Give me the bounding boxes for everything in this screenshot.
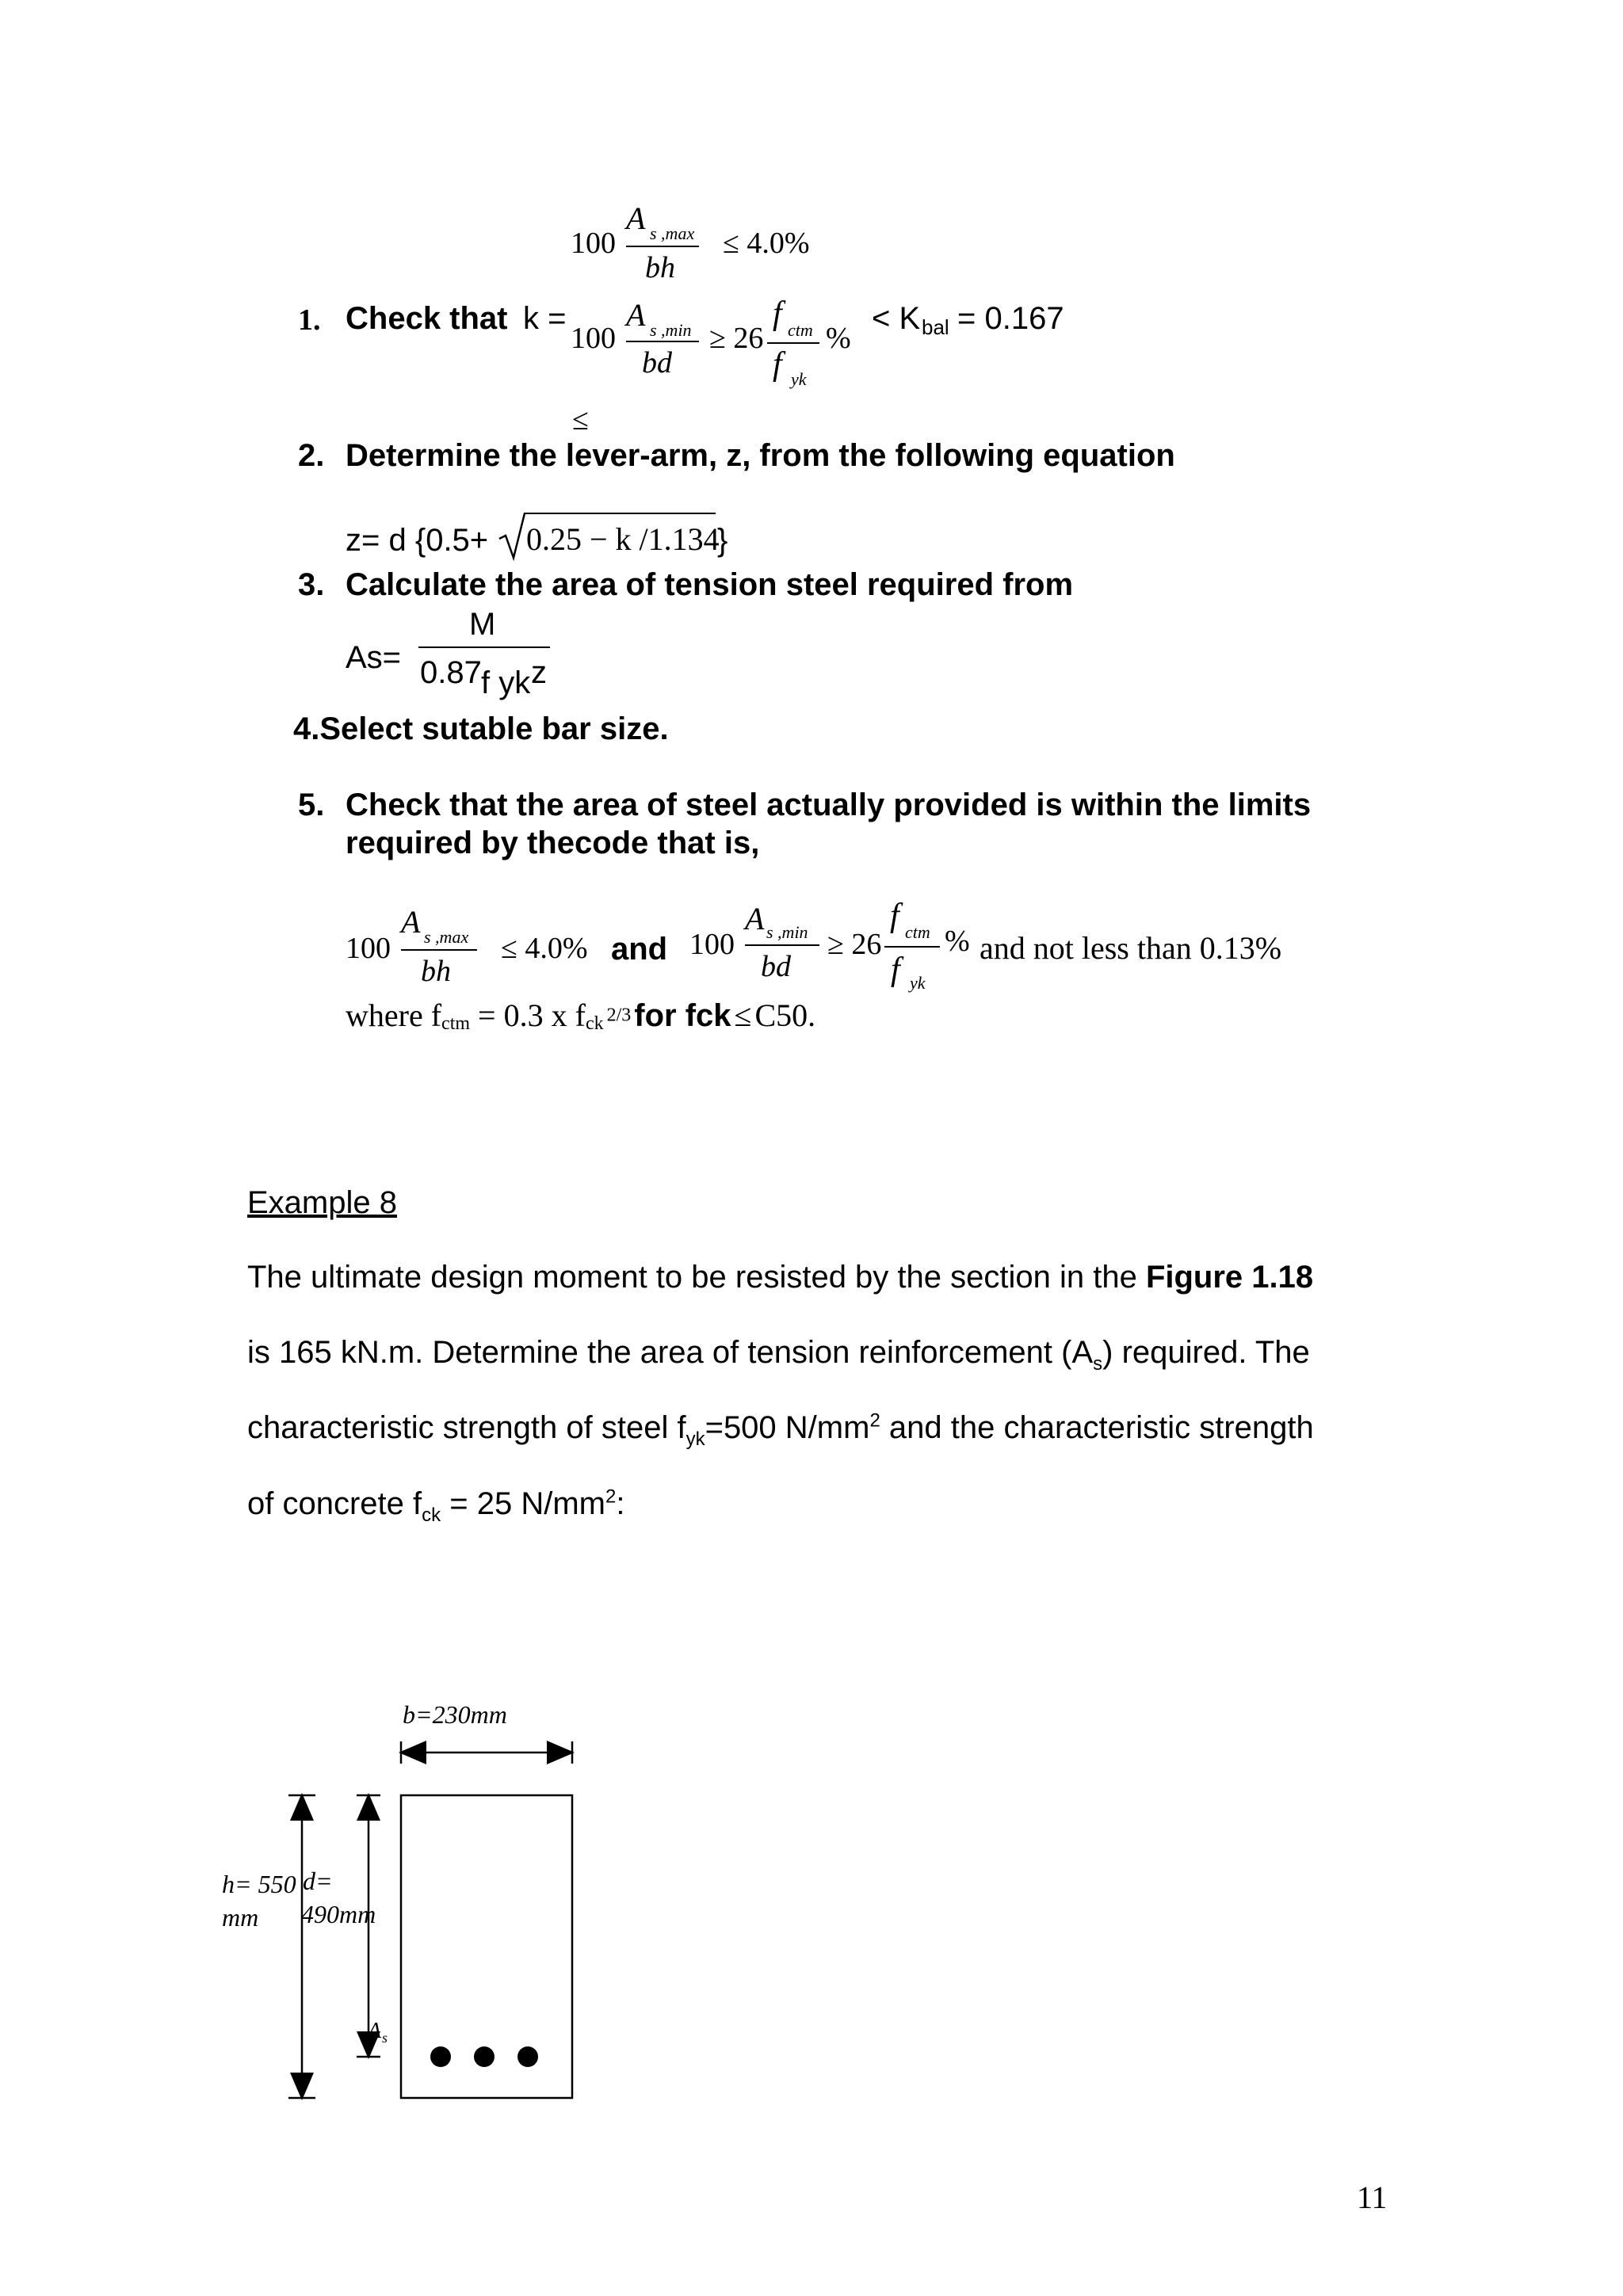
where-sub-ctm: ctm	[441, 1013, 471, 1035]
figure-b-label: b=230mm	[403, 1700, 507, 1729]
step-1-rel: ≥ 26	[709, 322, 764, 355]
step-2-number: 2.	[298, 438, 325, 473]
limits-den-2: bd	[761, 950, 791, 983]
step-1-coef: 100	[571, 322, 616, 355]
where-pre: where f	[346, 997, 442, 1033]
step-4-text: 4.Select sutable bar size.	[293, 711, 669, 746]
rebar-icon	[430, 2046, 451, 2067]
step-5-number: 5.	[298, 788, 325, 822]
step-2-eq-post: }	[717, 523, 728, 558]
example-p3-sub: yk	[685, 1428, 705, 1450]
where-le: ≤	[734, 997, 752, 1033]
example-p4-sup: 2	[605, 1486, 617, 1508]
where-bold: for fck	[634, 998, 731, 1033]
figure-h-label-1: h= 550	[222, 1870, 296, 1898]
limits-num-1-sub: s ,max	[424, 927, 469, 947]
where-sup: 2/3	[606, 1005, 632, 1026]
limits-f-den: f	[891, 952, 900, 988]
formula-top-num-sub: s ,max	[650, 223, 695, 243]
step-1-k-eq: k =	[523, 301, 567, 336]
step-1-pct: %	[826, 322, 851, 355]
step-1-num-sub: s ,min	[650, 320, 692, 340]
where-end: C50.	[754, 997, 816, 1033]
step-3-text: Calculate the area of tension steel required from	[346, 567, 1074, 602]
figure-h-label-2: mm	[222, 1903, 259, 1932]
example-p3-sup: 2	[869, 1409, 880, 1432]
step-2-text: Determine the lever-arm, z, from the following equation	[346, 438, 1175, 473]
step-1-den: bd	[642, 346, 672, 379]
example-title: Example 8	[247, 1185, 397, 1220]
example-p4-mid: = 25 N/mm	[441, 1486, 605, 1521]
step-1-f-num-sub: ctm	[788, 320, 813, 340]
limits-f-num: f	[890, 898, 899, 934]
step-2-eq-root: 0.25 − k /1.134	[526, 521, 720, 557]
step-1-f-den-sub: yk	[791, 369, 807, 389]
example-p4-sub: ck	[422, 1505, 441, 1526]
figure-d-label-1: d=	[303, 1867, 333, 1895]
formula-top-rel: ≤ 4.0%	[723, 227, 810, 260]
figure-reference: Figure 1.18	[1145, 1260, 1314, 1295]
limits-den-1: bh	[421, 955, 451, 988]
example-p3-text: characteristic strength of steel f	[247, 1410, 686, 1445]
formula-top-coef: 100	[571, 227, 616, 260]
limits-and: and	[611, 932, 668, 967]
step-5-line-1: Check that the area of steel actually provided is within the limits	[346, 788, 1312, 822]
figure-as-label: A	[368, 2019, 382, 2043]
step-2-eq-pre: z= d {0.5+	[346, 523, 489, 558]
example-p3-tail: and the characteristic strength	[880, 1410, 1314, 1445]
where-mid: = 0.3 x f	[470, 997, 586, 1033]
limits-coef-1: 100	[346, 932, 391, 965]
step-1-f-den: f	[773, 346, 782, 383]
example-p1-text: The ultimate design moment to be resisted by the section in the	[247, 1260, 1146, 1295]
step-3-as-num: M	[469, 607, 496, 642]
step-1-text: Check that	[346, 301, 508, 336]
step-1-number: 1.	[298, 303, 321, 337]
step-3-number: 3.	[298, 567, 325, 602]
limits-f-den-sub: yk	[910, 973, 926, 993]
formula-top-den: bh	[645, 251, 675, 284]
rebar-icon	[474, 2046, 495, 2067]
stray-symbol: ≤	[572, 403, 589, 437]
step-3-as-den-b: f yk	[481, 666, 531, 700]
limits-rel-2: ≥ 26	[827, 928, 882, 961]
limits-num-2-sub: s ,min	[766, 922, 808, 942]
example-p2-sub: s	[1093, 1353, 1103, 1375]
limits-pct: %	[945, 925, 970, 958]
figure-as-sub: s	[382, 2030, 388, 2046]
limits-rel-1: ≤ 4.0%	[501, 932, 588, 965]
limits-coef-2: 100	[689, 928, 735, 961]
example-p3-mid: =500 N/mm	[705, 1410, 870, 1445]
example-p4-text: of concrete f	[247, 1486, 422, 1521]
step-3-as-den-c: z	[531, 655, 547, 690]
step-5-line-2: required by thecode that is,	[346, 826, 760, 860]
limits-num-1: A	[401, 904, 421, 940]
step-1-kbal-sub: bal	[922, 315, 949, 339]
step-1-num: A	[626, 297, 646, 333]
limits-f-num-sub: ctm	[905, 922, 930, 942]
where-sub-ck: ck	[585, 1013, 604, 1035]
example-p4-tail: :	[616, 1486, 625, 1521]
formula-top-num: A	[626, 200, 646, 236]
example-p2-tail: ) required. The	[1102, 1335, 1310, 1370]
example-p2-text: is 165 kN.m. Determine the area of tension reinforcement (A	[247, 1335, 1094, 1370]
step-3-as-den-a: 0.87	[420, 655, 482, 690]
step-1-kbal-post: = 0.167	[957, 301, 1064, 336]
step-1-kbal-pre: < K	[872, 301, 921, 336]
limits-num-2: A	[745, 901, 765, 936]
step-3-as-label: As=	[346, 640, 402, 675]
limits-tail: and not less than 0.13%	[980, 930, 1282, 966]
rebar-icon	[517, 2046, 538, 2067]
step-1-f-num: f	[773, 296, 782, 332]
page-number: 11	[1357, 2180, 1388, 2215]
figure-d-label-2: 490mm	[301, 1900, 376, 1928]
